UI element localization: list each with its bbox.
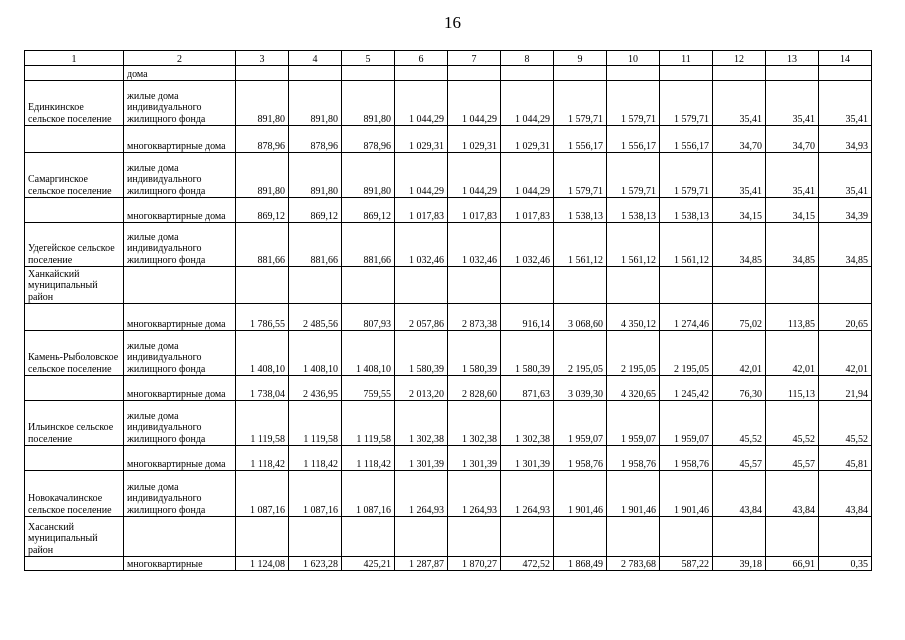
value-cell: 34,70 — [766, 126, 819, 153]
settlement-name-cell: Самаргинское сельское поселение — [25, 153, 124, 198]
value-cell: 1 044,29 — [448, 81, 501, 126]
value-cell: 1 119,58 — [289, 401, 342, 446]
value-cell: 2 485,56 — [289, 304, 342, 331]
value-cell: 1 408,10 — [342, 331, 395, 376]
value-cell: 1 032,46 — [448, 223, 501, 267]
value-cell: 1 017,83 — [395, 198, 448, 223]
column-header: 10 — [607, 51, 660, 66]
value-cell: 35,41 — [819, 153, 872, 198]
column-header: 13 — [766, 51, 819, 66]
value-cell: 3 039,30 — [554, 376, 607, 401]
value-cell: 34,85 — [766, 223, 819, 267]
value-cell: 45,52 — [713, 401, 766, 446]
settlement-name-cell — [25, 126, 124, 153]
value-cell: 1 738,04 — [236, 376, 289, 401]
value-cell: 1 556,17 — [660, 126, 713, 153]
value-cell: 1 958,76 — [554, 446, 607, 471]
value-cell: 4 320,65 — [607, 376, 660, 401]
value-cell: 1 301,39 — [501, 446, 554, 471]
housing-type-cell: жилые дома индивидуального жилищного фонда — [124, 401, 236, 446]
value-cell — [713, 517, 766, 557]
housing-type-cell — [124, 267, 236, 304]
settlement-name-cell: Удегейское сельское поселение — [25, 223, 124, 267]
value-cell: 2 436,95 — [289, 376, 342, 401]
value-cell: 34,15 — [713, 198, 766, 223]
value-cell: 869,12 — [342, 198, 395, 223]
value-cell: 1 579,71 — [607, 81, 660, 126]
value-cell — [660, 66, 713, 81]
column-header: 11 — [660, 51, 713, 66]
value-cell: 1 087,16 — [342, 471, 395, 517]
housing-type-cell: многоквартирные — [124, 557, 236, 571]
value-cell: 1 959,07 — [660, 401, 713, 446]
value-cell: 1 580,39 — [395, 331, 448, 376]
settlement-name-cell: Камень-Рыболовское сельское поселение — [25, 331, 124, 376]
value-cell: 891,80 — [289, 153, 342, 198]
value-cell: 1 032,46 — [501, 223, 554, 267]
value-cell — [395, 66, 448, 81]
column-header: 9 — [554, 51, 607, 66]
value-cell — [342, 267, 395, 304]
value-cell — [289, 66, 342, 81]
value-cell: 34,70 — [713, 126, 766, 153]
value-cell: 1 561,12 — [607, 223, 660, 267]
value-cell: 1 870,27 — [448, 557, 501, 571]
value-cell: 21,94 — [819, 376, 872, 401]
value-cell: 43,84 — [766, 471, 819, 517]
value-cell: 2 195,05 — [554, 331, 607, 376]
settlement-name-cell: Новокачалинское сельское поселение — [25, 471, 124, 517]
settlement-name-cell — [25, 557, 124, 571]
value-cell: 43,84 — [819, 471, 872, 517]
value-cell: 1 124,08 — [236, 557, 289, 571]
housing-type-cell — [124, 517, 236, 557]
housing-type-cell: многоквартирные дома — [124, 304, 236, 331]
value-cell: 43,84 — [713, 471, 766, 517]
value-cell: 1 302,38 — [395, 401, 448, 446]
value-cell: 1 408,10 — [236, 331, 289, 376]
value-cell: 115,13 — [766, 376, 819, 401]
value-cell — [819, 66, 872, 81]
value-cell — [236, 517, 289, 557]
value-cell: 869,12 — [236, 198, 289, 223]
value-cell: 1 580,39 — [501, 331, 554, 376]
value-cell — [819, 267, 872, 304]
value-cell: 1 032,46 — [395, 223, 448, 267]
value-cell: 45,52 — [819, 401, 872, 446]
settlement-name-cell — [25, 66, 124, 81]
value-cell: 1 274,46 — [660, 304, 713, 331]
value-cell: 1 301,39 — [448, 446, 501, 471]
value-cell: 1 561,12 — [660, 223, 713, 267]
value-cell: 2 195,05 — [607, 331, 660, 376]
value-cell: 1 579,71 — [607, 153, 660, 198]
value-cell — [501, 66, 554, 81]
value-cell: 45,81 — [819, 446, 872, 471]
value-cell: 1 287,87 — [395, 557, 448, 571]
value-cell — [607, 517, 660, 557]
housing-type-cell: многоквартирные дома — [124, 198, 236, 223]
value-cell: 34,85 — [819, 223, 872, 267]
value-cell: 35,41 — [713, 153, 766, 198]
value-cell: 1 901,46 — [554, 471, 607, 517]
value-cell: 2 873,38 — [448, 304, 501, 331]
value-cell — [554, 66, 607, 81]
housing-type-cell: дома — [124, 66, 236, 81]
value-cell — [660, 267, 713, 304]
value-cell — [236, 267, 289, 304]
value-cell: 76,30 — [713, 376, 766, 401]
value-cell: 472,52 — [501, 557, 554, 571]
value-cell: 34,85 — [713, 223, 766, 267]
value-cell: 869,12 — [289, 198, 342, 223]
value-cell: 2 783,68 — [607, 557, 660, 571]
value-cell: 34,39 — [819, 198, 872, 223]
value-cell: 1 029,31 — [448, 126, 501, 153]
value-cell: 1 556,17 — [607, 126, 660, 153]
value-cell — [236, 66, 289, 81]
table-row — [25, 471, 872, 517]
value-cell — [766, 267, 819, 304]
table-row — [25, 153, 872, 198]
housing-type-cell: жилые дома индивидуального жилищного фонда — [124, 223, 236, 267]
value-cell: 35,41 — [713, 81, 766, 126]
housing-type-cell: многоквартирные дома — [124, 446, 236, 471]
value-cell: 0,35 — [819, 557, 872, 571]
value-cell: 425,21 — [342, 557, 395, 571]
value-cell — [395, 517, 448, 557]
value-cell: 1 119,58 — [342, 401, 395, 446]
value-cell: 1 538,13 — [660, 198, 713, 223]
value-cell: 45,52 — [766, 401, 819, 446]
value-cell: 1 556,17 — [554, 126, 607, 153]
value-cell: 1 959,07 — [607, 401, 660, 446]
table-row — [25, 517, 872, 557]
settlement-name-cell: Ильинское сельское поселение — [25, 401, 124, 446]
value-cell: 1 118,42 — [289, 446, 342, 471]
value-cell: 34,93 — [819, 126, 872, 153]
value-cell: 916,14 — [501, 304, 554, 331]
value-cell — [289, 267, 342, 304]
value-cell: 891,80 — [342, 153, 395, 198]
value-cell: 3 068,60 — [554, 304, 607, 331]
value-cell: 1 118,42 — [236, 446, 289, 471]
value-cell: 1 302,38 — [501, 401, 554, 446]
table-row — [25, 331, 872, 376]
value-cell — [766, 66, 819, 81]
value-cell: 878,96 — [289, 126, 342, 153]
column-header: 12 — [713, 51, 766, 66]
value-cell — [819, 517, 872, 557]
value-cell — [766, 517, 819, 557]
column-header: 4 — [289, 51, 342, 66]
value-cell: 881,66 — [289, 223, 342, 267]
value-cell: 881,66 — [236, 223, 289, 267]
settlement-name-cell: Хасанский муниципальный район — [25, 517, 124, 557]
column-header: 2 — [124, 51, 236, 66]
value-cell: 1 087,16 — [236, 471, 289, 517]
value-cell: 35,41 — [766, 81, 819, 126]
value-cell: 891,80 — [342, 81, 395, 126]
settlement-name-cell — [25, 446, 124, 471]
value-cell — [289, 517, 342, 557]
value-cell: 2 013,20 — [395, 376, 448, 401]
value-cell — [607, 66, 660, 81]
value-cell: 1 901,46 — [660, 471, 713, 517]
value-cell: 39,18 — [713, 557, 766, 571]
value-cell: 2 195,05 — [660, 331, 713, 376]
housing-type-cell: жилые дома индивидуального жилищного фонда — [124, 81, 236, 126]
value-cell: 1 044,29 — [448, 153, 501, 198]
settlement-name-cell — [25, 376, 124, 401]
value-cell — [501, 517, 554, 557]
value-cell: 1 264,93 — [448, 471, 501, 517]
value-cell: 1 408,10 — [289, 331, 342, 376]
settlement-name-cell: Ханкайский муниципальный район — [25, 267, 124, 304]
value-cell: 1 302,38 — [448, 401, 501, 446]
value-cell: 1 579,71 — [554, 153, 607, 198]
value-cell — [342, 66, 395, 81]
value-cell: 42,01 — [819, 331, 872, 376]
value-cell: 1 044,29 — [501, 153, 554, 198]
column-header: 3 — [236, 51, 289, 66]
value-cell: 878,96 — [236, 126, 289, 153]
value-cell: 1 958,76 — [607, 446, 660, 471]
value-cell: 1 245,42 — [660, 376, 713, 401]
value-cell — [607, 267, 660, 304]
table-row — [25, 376, 872, 401]
value-cell — [713, 66, 766, 81]
table-row — [25, 267, 872, 304]
value-cell: 807,93 — [342, 304, 395, 331]
value-cell — [342, 517, 395, 557]
value-cell: 1 579,71 — [660, 153, 713, 198]
value-cell: 1 264,93 — [395, 471, 448, 517]
table-row — [25, 223, 872, 267]
column-header: 14 — [819, 51, 872, 66]
table-row — [25, 81, 872, 126]
value-cell: 1 301,39 — [395, 446, 448, 471]
value-cell: 1 579,71 — [660, 81, 713, 126]
settlement-name-cell — [25, 198, 124, 223]
value-cell: 1 119,58 — [236, 401, 289, 446]
value-cell — [501, 267, 554, 304]
value-cell: 1 579,71 — [554, 81, 607, 126]
value-cell: 1 868,49 — [554, 557, 607, 571]
value-cell — [713, 267, 766, 304]
value-cell: 1 901,46 — [607, 471, 660, 517]
table-row — [25, 304, 872, 331]
value-cell: 2 057,86 — [395, 304, 448, 331]
table-row — [25, 446, 872, 471]
value-cell — [448, 517, 501, 557]
value-cell: 113,85 — [766, 304, 819, 331]
value-cell: 1 538,13 — [607, 198, 660, 223]
value-cell: 1 044,29 — [395, 153, 448, 198]
value-cell: 20,65 — [819, 304, 872, 331]
value-cell: 4 350,12 — [607, 304, 660, 331]
value-cell: 878,96 — [342, 126, 395, 153]
value-cell: 75,02 — [713, 304, 766, 331]
housing-type-cell: жилые дома индивидуального жилищного фонда — [124, 331, 236, 376]
value-cell: 891,80 — [236, 81, 289, 126]
value-cell: 35,41 — [766, 153, 819, 198]
tariff-table — [24, 50, 872, 571]
value-cell: 45,57 — [713, 446, 766, 471]
table-row — [25, 198, 872, 223]
table-row — [25, 66, 872, 81]
column-header: 5 — [342, 51, 395, 66]
value-cell — [660, 517, 713, 557]
table-row — [25, 126, 872, 153]
value-cell: 45,57 — [766, 446, 819, 471]
value-cell: 1 118,42 — [342, 446, 395, 471]
housing-type-cell: жилые дома индивидуального жилищного фонда — [124, 471, 236, 517]
value-cell: 1 623,28 — [289, 557, 342, 571]
column-header: 7 — [448, 51, 501, 66]
settlement-name-cell: Единкинское сельское поселение — [25, 81, 124, 126]
value-cell — [554, 267, 607, 304]
value-cell: 1 044,29 — [395, 81, 448, 126]
table-header-row — [25, 51, 872, 66]
value-cell: 1 087,16 — [289, 471, 342, 517]
value-cell — [448, 66, 501, 81]
value-cell: 1 264,93 — [501, 471, 554, 517]
column-header: 8 — [501, 51, 554, 66]
settlement-name-cell — [25, 304, 124, 331]
housing-type-cell: жилые дома индивидуального жилищного фонда — [124, 153, 236, 198]
value-cell: 881,66 — [342, 223, 395, 267]
value-cell: 1 959,07 — [554, 401, 607, 446]
column-header: 1 — [25, 51, 124, 66]
value-cell: 1 786,55 — [236, 304, 289, 331]
page-number: 16 — [444, 13, 461, 32]
value-cell: 871,63 — [501, 376, 554, 401]
table-row — [25, 401, 872, 446]
value-cell: 759,55 — [342, 376, 395, 401]
value-cell: 35,41 — [819, 81, 872, 126]
value-cell: 2 828,60 — [448, 376, 501, 401]
value-cell: 891,80 — [289, 81, 342, 126]
value-cell: 891,80 — [236, 153, 289, 198]
value-cell: 1 958,76 — [660, 446, 713, 471]
value-cell — [554, 517, 607, 557]
value-cell — [395, 267, 448, 304]
value-cell: 1 538,13 — [554, 198, 607, 223]
value-cell: 587,22 — [660, 557, 713, 571]
value-cell: 1 029,31 — [501, 126, 554, 153]
housing-type-cell: многоквартирные дома — [124, 126, 236, 153]
table-row — [25, 557, 872, 571]
value-cell: 1 580,39 — [448, 331, 501, 376]
value-cell: 42,01 — [766, 331, 819, 376]
value-cell: 34,15 — [766, 198, 819, 223]
value-cell — [448, 267, 501, 304]
value-cell: 66,91 — [766, 557, 819, 571]
value-cell: 42,01 — [713, 331, 766, 376]
value-cell: 1 017,83 — [448, 198, 501, 223]
housing-type-cell: многоквартирные дома — [124, 376, 236, 401]
value-cell: 1 017,83 — [501, 198, 554, 223]
value-cell: 1 561,12 — [554, 223, 607, 267]
column-header: 6 — [395, 51, 448, 66]
value-cell: 1 029,31 — [395, 126, 448, 153]
value-cell: 1 044,29 — [501, 81, 554, 126]
